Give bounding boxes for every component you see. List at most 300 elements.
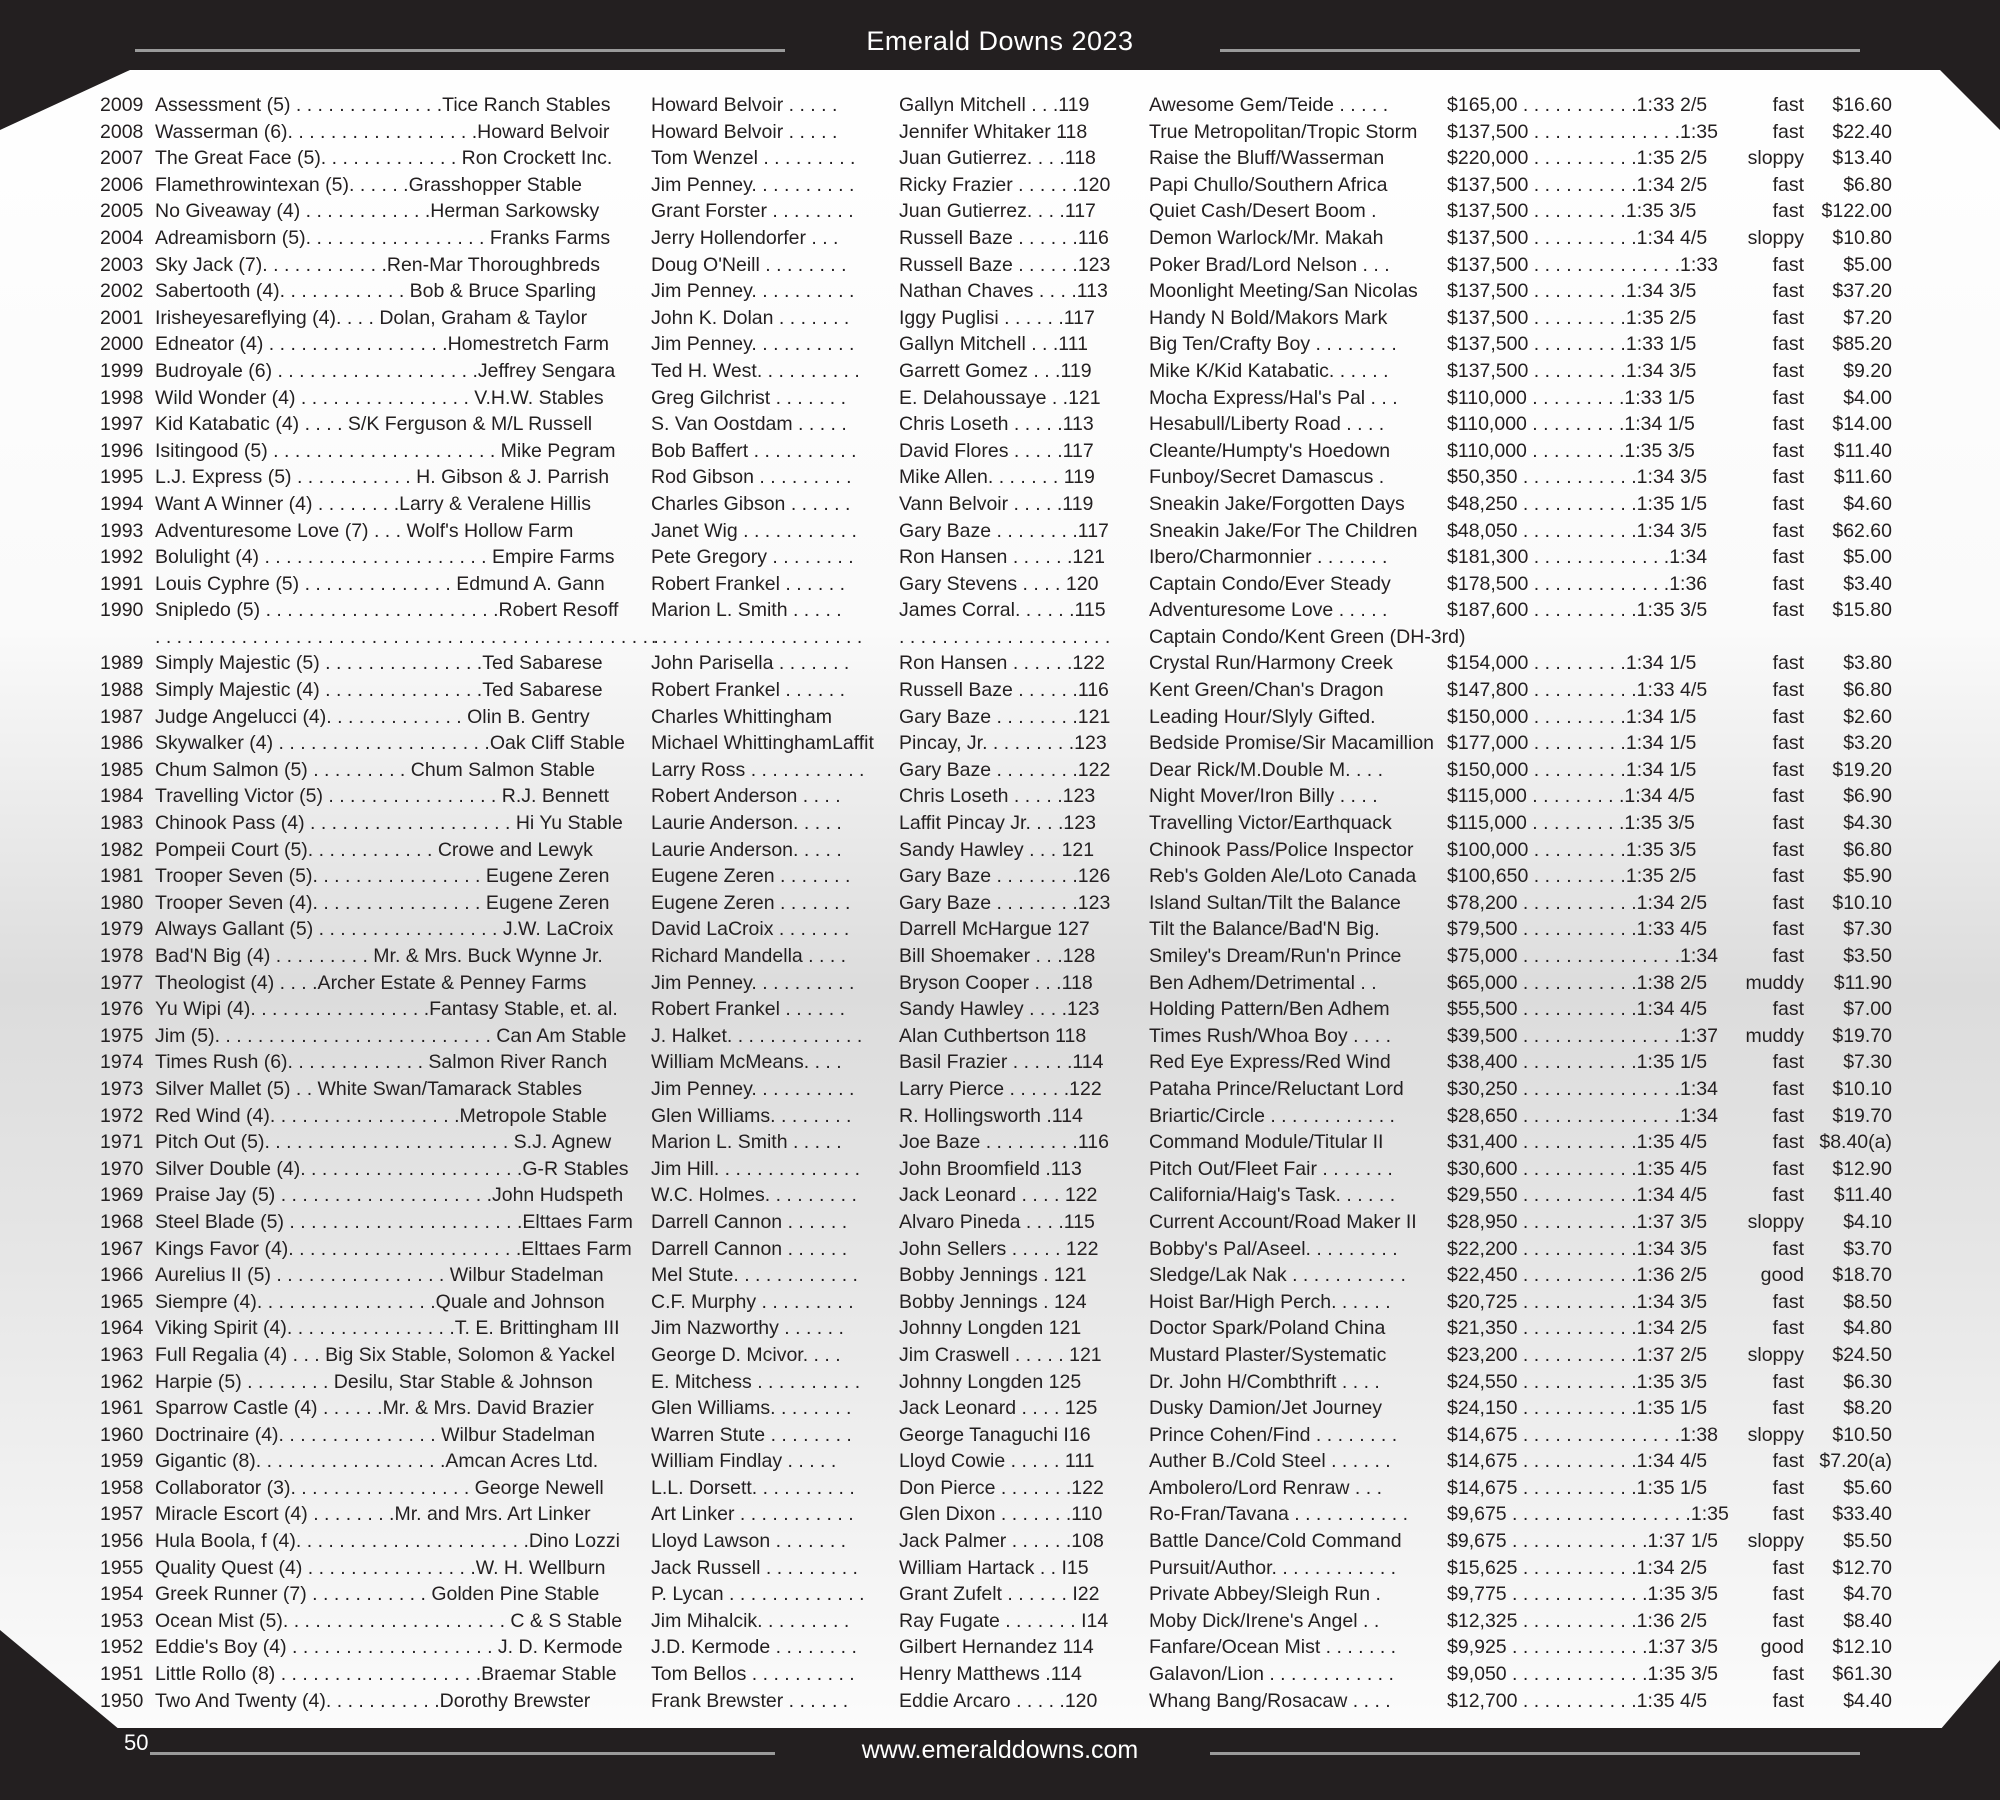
horse-owner-cell: Simply Majestic (4) . . . . . . . . . . . . . . .Ted Sabarese bbox=[155, 679, 603, 702]
jockey-weight-cell: Gary Baze . . . . . . . .117 bbox=[899, 519, 1109, 542]
purse-time-cell: $115,000 . . . . . . . . .1:35 3/5 bbox=[1447, 812, 1695, 835]
track-condition-cell: fast bbox=[1772, 918, 1804, 941]
payoff-cell: $15.80 bbox=[1832, 599, 1892, 622]
table-row bbox=[0, 1395, 2000, 1422]
trainer-cell: Jim Mihalcik. . . . . . . . . bbox=[651, 1609, 850, 1632]
year-cell: 1958 bbox=[100, 1476, 144, 1499]
payoff-cell: $8.20 bbox=[1843, 1397, 1892, 1420]
jockey-weight-cell: Johnny Longden 121 bbox=[899, 1317, 1082, 1340]
jockey-weight-cell: Larry Pierce . . . . . .122 bbox=[899, 1077, 1102, 1100]
purse-time-cell: $39,500 . . . . . . . . . . . . . . .1:37 bbox=[1447, 1024, 1718, 1047]
payoff-cell: $11.40 bbox=[1833, 439, 1892, 462]
track-condition-cell: fast bbox=[1772, 386, 1804, 409]
second-third-cell: Smiley's Dream/Run'n Prince bbox=[1149, 945, 1402, 967]
horse-owner-cell: . . . . . . . . . . . . . . . . . . . . . . . . . . . . . . . . . . . . . . . . . . . . . . . bbox=[155, 625, 659, 648]
table-row bbox=[0, 996, 2000, 1023]
trainer-cell: Charles Gibson . . . . . . bbox=[651, 492, 851, 515]
horse-owner-cell: Want A Winner (4) . . . . . . . .Larry & Veralene Hillis bbox=[155, 492, 592, 515]
trainer-cell: Jim Penney. . . . . . . . . . bbox=[651, 333, 855, 356]
purse-time-cell: $21,350 . . . . . . . . . . .1:34 2/5 bbox=[1447, 1317, 1708, 1340]
payoff-cell: $8.40 bbox=[1843, 1609, 1892, 1632]
track-condition-cell: fast bbox=[1772, 785, 1804, 808]
horse-owner-cell: Irisheyesareflying (4). . . . Dolan, Graham & Taylor bbox=[155, 306, 588, 329]
table-row bbox=[0, 890, 2000, 917]
jockey-weight-cell: Russell Baze . . . . . .116 bbox=[899, 679, 1109, 702]
payoff-cell: $7.30 bbox=[1843, 1051, 1892, 1074]
table-row bbox=[0, 518, 2000, 545]
year-cell: 1957 bbox=[100, 1503, 144, 1526]
table-row bbox=[0, 943, 2000, 970]
table-row bbox=[0, 1315, 2000, 1342]
horse-owner-cell: Adreamisborn (5). . . . . . . . . . . . . . . . . Franks Farms bbox=[155, 226, 611, 249]
table-row bbox=[0, 1023, 2000, 1050]
jockey-weight-cell: Alvaro Pineda . . . .115 bbox=[899, 1210, 1095, 1233]
horse-owner-cell: Simply Majestic (5) . . . . . . . . . . . . . . .Ted Sabarese bbox=[155, 652, 603, 675]
second-third-cell: Sneakin Jake/For The Children bbox=[1149, 519, 1418, 542]
table-row bbox=[0, 358, 2000, 385]
horse-owner-cell: Viking Spirit (4). . . . . . . . . . . . . . . .T. E. Brittingham III bbox=[155, 1317, 620, 1340]
horse-owner-cell: Full Regalia (4) . . . Big Six Stable, Solomon & Yackel bbox=[155, 1343, 615, 1366]
payoff-cell: $4.30 bbox=[1843, 812, 1892, 835]
year-cell: 1973 bbox=[100, 1077, 144, 1100]
purse-time-cell: $137,500 . . . . . . . . .1:35 2/5 bbox=[1447, 306, 1697, 329]
jockey-weight-cell: Chris Loseth . . . . .123 bbox=[899, 785, 1096, 808]
jockey-weight-cell: Chris Loseth . . . . .113 bbox=[899, 413, 1094, 436]
jockey-weight-cell: John Sellers . . . . . 122 bbox=[899, 1237, 1099, 1260]
payoff-cell: $6.30 bbox=[1843, 1370, 1892, 1393]
table-row bbox=[0, 1475, 2000, 1502]
purse-time-cell: $137,500 . . . . . . . . .1:35 3/5 bbox=[1447, 200, 1697, 223]
table-row bbox=[0, 650, 2000, 677]
horse-owner-cell: Sabertooth (4). . . . . . . . . . . . Bob & Bruce Sparling bbox=[155, 280, 597, 303]
trainer-cell: Rod Gibson . . . . . . . . . bbox=[651, 466, 852, 489]
payoff-cell: $19.70 bbox=[1832, 1024, 1892, 1047]
horse-owner-cell: Two And Twenty (4). . . . . . . . . . .Dorothy Brewster bbox=[155, 1689, 591, 1712]
track-condition-cell: fast bbox=[1772, 652, 1804, 675]
second-third-cell: Handy N Bold/Makors Mark bbox=[1149, 306, 1388, 329]
horse-owner-cell: Bad'N Big (4) . . . . . . . . . Mr. & Mrs. Buck Wynne Jr. bbox=[155, 945, 603, 967]
track-condition-cell: fast bbox=[1772, 1131, 1804, 1154]
purse-time-cell: $137,500 . . . . . . . . . . . . . .1:35 bbox=[1447, 120, 1718, 143]
payoff-cell: $7.30 bbox=[1843, 918, 1892, 941]
jockey-weight-cell: David Flores . . . . .117 bbox=[899, 439, 1094, 462]
year-cell: 1991 bbox=[100, 572, 144, 595]
trainer-cell: Darrell Cannon . . . . . . bbox=[651, 1237, 848, 1260]
trainer-cell: Howard Belvoir . . . . . bbox=[651, 94, 838, 116]
year-cell: 1999 bbox=[100, 359, 144, 382]
track-condition-cell: fast bbox=[1772, 173, 1804, 196]
year-cell: 2008 bbox=[100, 120, 144, 143]
payoff-cell: $8.50 bbox=[1843, 1290, 1892, 1313]
payoff-cell: $19.20 bbox=[1832, 758, 1892, 781]
trainer-cell: S. Van Oostdam . . . . . bbox=[651, 413, 847, 436]
purse-time-cell: $14,675 . . . . . . . . . . .1:34 4/5 bbox=[1447, 1450, 1708, 1473]
payoff-cell: $5.00 bbox=[1843, 546, 1892, 569]
track-condition-cell: sloppy bbox=[1747, 147, 1804, 170]
purse-time-cell: $65,000 . . . . . . . . . . .1:38 2/5 bbox=[1447, 971, 1708, 994]
track-condition-cell: fast bbox=[1772, 1663, 1804, 1686]
second-third-cell: Pitch Out/Fleet Fair . . . . . . . bbox=[1149, 1157, 1393, 1180]
second-third-cell: Holding Pattern/Ben Adhem bbox=[1149, 998, 1390, 1021]
trainer-cell: Frank Brewster . . . . . . bbox=[651, 1689, 849, 1712]
second-third-cell: Big Ten/Crafty Boy . . . . . . . . bbox=[1149, 333, 1397, 356]
payoff-cell: $7.00 bbox=[1843, 998, 1892, 1021]
year-cell: 1951 bbox=[100, 1663, 144, 1686]
payoff-cell: $61.30 bbox=[1832, 1663, 1892, 1686]
jockey-weight-cell: Gary Baze . . . . . . . .123 bbox=[899, 891, 1111, 914]
purse-time-cell: $28,950 . . . . . . . . . . .1:37 3/5 bbox=[1447, 1210, 1708, 1233]
second-third-cell: True Metropolitan/Tropic Storm bbox=[1149, 120, 1418, 143]
jockey-weight-cell: John Broomfield .113 bbox=[899, 1157, 1082, 1180]
jockey-weight-cell: Don Pierce . . . . . . .122 bbox=[899, 1476, 1104, 1499]
trainer-cell: Jim Penney. . . . . . . . . . bbox=[651, 280, 855, 303]
year-cell: 1955 bbox=[100, 1556, 144, 1579]
payoff-cell: $62.60 bbox=[1832, 519, 1892, 542]
jockey-weight-cell: Gallyn Mitchell . . .111 bbox=[899, 333, 1088, 356]
track-condition-cell: fast bbox=[1772, 1104, 1804, 1127]
purse-time-cell: $147,800 . . . . . . . . . .1:33 4/5 bbox=[1447, 679, 1708, 702]
purse-time-cell: $137,500 . . . . . . . . .1:34 3/5 bbox=[1447, 280, 1697, 303]
trainer-cell: Doug O'Neill . . . . . . . . bbox=[651, 253, 847, 276]
trainer-cell: C.F. Murphy . . . . . . . . . bbox=[651, 1290, 854, 1313]
track-condition-cell: fast bbox=[1772, 333, 1804, 356]
trainer-cell: Charles Whittingham bbox=[651, 705, 832, 728]
results-table bbox=[0, 92, 2000, 1714]
footer-url[interactable]: www.emeralddowns.com bbox=[861, 1736, 1139, 1764]
track-condition-cell: fast bbox=[1772, 891, 1804, 914]
payoff-cell: $5.90 bbox=[1843, 865, 1892, 888]
purse-time-cell: $100,000 . . . . . . . . .1:35 3/5 bbox=[1447, 838, 1697, 861]
second-third-cell: Ibero/Charmonnier . . . . . . . bbox=[1149, 546, 1388, 569]
year-cell: 1988 bbox=[100, 679, 144, 702]
horse-owner-cell: Collaborator (3). . . . . . . . . . . . . . . . . George Newell bbox=[155, 1476, 604, 1499]
second-third-cell: Prince Cohen/Find . . . . . . . . bbox=[1149, 1423, 1398, 1446]
year-cell: 2007 bbox=[100, 147, 144, 170]
year-cell: 1990 bbox=[100, 599, 144, 622]
year-cell: 1994 bbox=[100, 492, 144, 515]
purse-time-cell: $110,000 . . . . . . . . .1:34 1/5 bbox=[1447, 413, 1695, 436]
track-condition-cell: fast bbox=[1772, 359, 1804, 382]
purse-time-cell: $30,250 . . . . . . . . . . . . . . .1:34 bbox=[1447, 1077, 1718, 1100]
second-third-cell: Kent Green/Chan's Dragon bbox=[1149, 679, 1384, 702]
jockey-weight-cell: Iggy Puglisi . . . . . .117 bbox=[899, 306, 1095, 329]
trainer-cell: E. Mitchess . . . . . . . . . . bbox=[651, 1370, 861, 1393]
second-third-cell: Night Mover/Iron Billy . . . . bbox=[1149, 785, 1378, 808]
year-cell: 1961 bbox=[100, 1397, 144, 1420]
horse-owner-cell: Flamethrowintexan (5). . . . . .Grasshopper Stable bbox=[155, 173, 583, 196]
payoff-cell: $33.40 bbox=[1832, 1503, 1892, 1526]
table-row bbox=[0, 863, 2000, 890]
jockey-weight-cell: Gary Baze . . . . . . . .122 bbox=[899, 758, 1111, 781]
payoff-cell: $3.70 bbox=[1843, 1237, 1892, 1260]
horse-owner-cell: Gigantic (8). . . . . . . . . . . . . . . . . .Amcan Acres Ltd. bbox=[155, 1450, 599, 1473]
purse-time-cell: $181,300 . . . . . . . . . . . . .1:34 bbox=[1447, 546, 1708, 569]
payoff-cell: $11.60 bbox=[1833, 466, 1892, 489]
table-row bbox=[0, 544, 2000, 571]
purse-time-cell: $12,325 . . . . . . . . . . .1:36 2/5 bbox=[1447, 1609, 1708, 1632]
track-condition-cell: fast bbox=[1772, 1077, 1804, 1100]
year-cell: 1985 bbox=[100, 758, 144, 781]
payoff-cell: $11.90 bbox=[1833, 971, 1892, 994]
jockey-weight-cell: Darrell McHargue 127 bbox=[899, 918, 1090, 941]
jockey-weight-cell: Basil Frazier . . . . . .114 bbox=[899, 1051, 1104, 1074]
jockey-weight-cell: E. Delahoussaye . .121 bbox=[899, 386, 1101, 409]
year-cell: 1997 bbox=[100, 413, 144, 436]
horse-owner-cell: Snipledo (5) . . . . . . . . . . . . . . . . . . . . . .Robert Resoff bbox=[155, 599, 619, 622]
track-condition-cell: fast bbox=[1772, 94, 1804, 116]
horse-owner-cell: Little Rollo (8) . . . . . . . . . . . . . . . . . . .Braemar Stable bbox=[155, 1663, 617, 1686]
jockey-weight-cell: Garrett Gomez . . .119 bbox=[899, 359, 1092, 382]
year-cell: 1956 bbox=[100, 1530, 144, 1553]
table-row bbox=[0, 438, 2000, 465]
trainer-cell: George D. Mcivor. . . . bbox=[651, 1343, 841, 1366]
jockey-weight-cell: Gallyn Mitchell . . .119 bbox=[899, 94, 1090, 116]
jockey-weight-cell: Pincay, Jr. . . . . . . . .123 bbox=[899, 732, 1107, 755]
table-row bbox=[0, 1342, 2000, 1369]
horse-owner-cell: Sky Jack (7). . . . . . . . . . . .Ren-Mar Thoroughbreds bbox=[155, 253, 601, 276]
second-third-cell: Dusky Damion/Jet Journey bbox=[1149, 1397, 1383, 1420]
payoff-cell: $22.40 bbox=[1832, 120, 1892, 143]
track-condition-cell: fast bbox=[1772, 838, 1804, 861]
second-third-cell: Private Abbey/Sleigh Run . bbox=[1149, 1583, 1381, 1606]
trainer-cell: Janet Wig . . . . . . . . . . . bbox=[651, 519, 857, 542]
trainer-cell: Art Linker . . . . . . . . . . . bbox=[651, 1503, 854, 1526]
jockey-weight-cell: Alan Cuthbertson 118 bbox=[899, 1024, 1087, 1047]
track-condition-cell: fast bbox=[1772, 1157, 1804, 1180]
jockey-weight-cell: Joe Baze . . . . . . . . .116 bbox=[899, 1131, 1109, 1154]
payoff-cell: $10.10 bbox=[1832, 1077, 1892, 1100]
jockey-weight-cell: Bryson Cooper . . .118 bbox=[899, 971, 1093, 994]
year-cell: 2001 bbox=[100, 306, 144, 329]
jockey-weight-cell: Russell Baze . . . . . .116 bbox=[899, 226, 1109, 249]
year-cell: 1976 bbox=[100, 998, 144, 1021]
purse-time-cell: $22,450 . . . . . . . . . . .1:36 2/5 bbox=[1447, 1264, 1708, 1287]
track-condition-cell: fast bbox=[1772, 1476, 1804, 1499]
table-row bbox=[0, 704, 2000, 731]
purse-time-cell: $79,500 . . . . . . . . . . .1:33 4/5 bbox=[1447, 918, 1708, 941]
trainer-cell: W.C. Holmes. . . . . . . . . bbox=[651, 1184, 857, 1207]
table-row bbox=[0, 730, 2000, 757]
table-row bbox=[0, 92, 2000, 119]
jockey-weight-cell: Ron Hansen . . . . . .122 bbox=[899, 652, 1105, 675]
table-row bbox=[0, 1076, 2000, 1103]
purse-time-cell: $150,000 . . . . . . . . .1:34 1/5 bbox=[1447, 758, 1697, 781]
payoff-cell: $2.60 bbox=[1843, 705, 1892, 728]
jockey-weight-cell: James Corral. . . . . .115 bbox=[899, 599, 1106, 622]
second-third-cell: Mike K/Kid Katabatic. . . . . . bbox=[1149, 359, 1389, 382]
trainer-cell: Glen Williams. . . . . . . . bbox=[651, 1397, 852, 1420]
purse-time-cell: $100,650 . . . . . . . . .1:35 2/5 bbox=[1447, 865, 1697, 888]
table-row bbox=[0, 1209, 2000, 1236]
horse-owner-cell: Always Gallant (5) . . . . . . . . . . . . . . . . . J.W. LaCroix bbox=[155, 918, 614, 941]
table-row bbox=[0, 1528, 2000, 1555]
trainer-cell: Richard Mandella . . . . bbox=[651, 945, 847, 967]
footer-corner-left bbox=[0, 1630, 120, 1730]
year-cell: 2005 bbox=[100, 200, 144, 223]
track-condition-cell: fast bbox=[1772, 1397, 1804, 1420]
purse-time-cell: $55,500 . . . . . . . . . . .1:34 4/5 bbox=[1447, 998, 1708, 1021]
payoff-cell: $37.20 bbox=[1832, 280, 1892, 303]
track-condition-cell: fast bbox=[1772, 599, 1804, 622]
second-third-cell: Captain Condo/Kent Green (DH-3rd) bbox=[1149, 625, 1466, 648]
purse-time-cell: $48,050 . . . . . . . . . . .1:34 3/5 bbox=[1447, 519, 1708, 542]
table-row bbox=[0, 331, 2000, 358]
second-third-cell: Poker Brad/Lord Nelson . . . bbox=[1149, 253, 1390, 276]
year-cell: 1968 bbox=[100, 1210, 144, 1233]
purse-time-cell: $24,550 . . . . . . . . . . .1:35 3/5 bbox=[1447, 1370, 1708, 1393]
table-row bbox=[0, 252, 2000, 279]
horse-owner-cell: The Great Face (5). . . . . . . . . . . . . Ron Crockett Inc. bbox=[155, 147, 613, 170]
trainer-cell: William Findlay . . . . . bbox=[651, 1450, 837, 1473]
table-row bbox=[0, 1634, 2000, 1661]
year-cell: 2002 bbox=[100, 280, 144, 303]
table-row bbox=[0, 1581, 2000, 1608]
year-cell: 1953 bbox=[100, 1609, 144, 1632]
table-row bbox=[0, 1688, 2000, 1715]
second-third-cell: Cleante/Humpty's Hoedown bbox=[1149, 439, 1391, 462]
trainer-cell: Robert Frankel . . . . . . bbox=[651, 679, 845, 702]
year-cell: 1978 bbox=[100, 945, 144, 967]
jockey-weight-cell: Nathan Chaves . . . .113 bbox=[899, 280, 1108, 303]
horse-owner-cell: Times Rush (6). . . . . . . . . . . . . Salmon River Ranch bbox=[155, 1051, 608, 1074]
trainer-cell: Jerry Hollendorfer . . . bbox=[651, 226, 839, 249]
horse-owner-cell: Steel Blade (5) . . . . . . . . . . . . . . . . . . . . . .Elttaes Farm bbox=[155, 1210, 633, 1233]
trainer-cell: Tom Bellos . . . . . . . . . . bbox=[651, 1663, 855, 1686]
track-condition-cell: fast bbox=[1772, 120, 1804, 143]
payoff-cell: $4.70 bbox=[1843, 1583, 1892, 1606]
track-condition-cell: fast bbox=[1772, 519, 1804, 542]
payoff-cell: $7.20(a) bbox=[1819, 1450, 1892, 1473]
second-third-cell: Sneakin Jake/Forgotten Days bbox=[1149, 492, 1405, 515]
trainer-cell: David LaCroix . . . . . . . bbox=[651, 918, 850, 941]
year-cell: 1971 bbox=[100, 1131, 144, 1154]
payoff-cell: $11.40 bbox=[1833, 1184, 1892, 1207]
horse-owner-cell: Doctrinaire (4). . . . . . . . . . . . . . . Wilbur Stadelman bbox=[155, 1423, 595, 1446]
payoff-cell: $5.60 bbox=[1843, 1476, 1892, 1499]
jockey-weight-cell: Johnny Longden 125 bbox=[899, 1370, 1082, 1393]
jockey-weight-cell: Ray Fugate . . . . . . . I14 bbox=[899, 1609, 1109, 1632]
trainer-cell: Marion L. Smith . . . . . bbox=[651, 599, 842, 622]
year-cell: 1969 bbox=[100, 1184, 144, 1207]
jockey-weight-cell: R. Hollingsworth .114 bbox=[899, 1104, 1083, 1127]
jockey-weight-cell: Jack Leonard . . . . 125 bbox=[899, 1397, 1098, 1420]
year-cell: 1954 bbox=[100, 1583, 144, 1606]
jockey-weight-cell: . . . . . . . . . . . . . . . . . . . . bbox=[899, 625, 1111, 648]
payoff-cell: $9.20 bbox=[1843, 359, 1892, 382]
horse-owner-cell: Sparrow Castle (4) . . . . . .Mr. & Mrs. David Brazier bbox=[155, 1397, 594, 1420]
track-condition-cell: fast bbox=[1772, 1450, 1804, 1473]
track-condition-cell: fast bbox=[1772, 306, 1804, 329]
second-third-cell: Moonlight Meeting/San Nicolas bbox=[1149, 280, 1418, 303]
payoff-cell: $19.70 bbox=[1832, 1104, 1892, 1127]
trainer-cell: Jack Russell . . . . . . . . . bbox=[651, 1556, 858, 1579]
payoff-cell: $6.90 bbox=[1843, 785, 1892, 808]
trainer-cell: William McMeans. . . . bbox=[651, 1051, 842, 1074]
trainer-cell: Howard Belvoir . . . . . bbox=[651, 120, 838, 143]
payoff-cell: $18.70 bbox=[1832, 1264, 1892, 1287]
second-third-cell: California/Haig's Task. . . . . . bbox=[1149, 1184, 1396, 1207]
payoff-cell: $4.00 bbox=[1843, 386, 1892, 409]
second-third-cell: Times Rush/Whoa Boy . . . . bbox=[1149, 1024, 1392, 1047]
second-third-cell: Hesabull/Liberty Road . . . . bbox=[1149, 413, 1385, 436]
track-condition-cell: fast bbox=[1772, 865, 1804, 888]
second-third-cell: Battle Dance/Cold Command bbox=[1149, 1530, 1402, 1553]
table-row bbox=[0, 464, 2000, 491]
jockey-weight-cell: Eddie Arcaro . . . . .120 bbox=[899, 1689, 1098, 1712]
purse-time-cell: $9,775 . . . . . . . . . . . . .1:35 3/5 bbox=[1447, 1583, 1718, 1606]
jockey-weight-cell: Ricky Frazier . . . . . .120 bbox=[899, 173, 1111, 196]
horse-owner-cell: Greek Runner (7) . . . . . . . . . . . Golden Pine Stable bbox=[155, 1583, 600, 1606]
payoff-cell: $3.20 bbox=[1843, 732, 1892, 755]
horse-owner-cell: Kid Katabatic (4) . . . . S/K Ferguson & M/L Russell bbox=[155, 413, 593, 436]
trainer-cell: Marion L. Smith . . . . . bbox=[651, 1131, 842, 1154]
table-row bbox=[0, 757, 2000, 784]
purse-time-cell: $75,000 . . . . . . . . . . . . . . .1:34 bbox=[1447, 945, 1718, 967]
second-third-cell: Adventuresome Love . . . . . bbox=[1149, 599, 1388, 622]
second-third-cell: Dear Rick/M.Double M. . . . bbox=[1149, 758, 1384, 781]
track-condition-cell: fast bbox=[1772, 1556, 1804, 1579]
payoff-cell: $6.80 bbox=[1843, 838, 1892, 861]
second-third-cell: Pursuit/Author. . . . . . . . . . . . bbox=[1149, 1556, 1397, 1579]
second-third-cell: Travelling Victor/Earthquack bbox=[1149, 812, 1392, 835]
jockey-weight-cell: Henry Matthews .114 bbox=[899, 1663, 1082, 1686]
table-row bbox=[0, 1555, 2000, 1582]
purse-time-cell: $137,500 . . . . . . . . .1:34 3/5 bbox=[1447, 359, 1697, 382]
year-cell: 1980 bbox=[100, 891, 144, 914]
horse-owner-cell: Quality Quest (4) . . . . . . . . . . . . . . . .W. H. Wellburn bbox=[155, 1556, 606, 1579]
table-row bbox=[0, 1422, 2000, 1449]
horse-owner-cell: Edneator (4) . . . . . . . . . . . . . . . . .Homestretch Farm bbox=[155, 333, 610, 356]
jockey-weight-cell: Lloyd Cowie . . . . . 111 bbox=[899, 1450, 1095, 1473]
payoff-cell: $24.50 bbox=[1832, 1343, 1892, 1366]
payoff-cell: $10.50 bbox=[1832, 1423, 1892, 1446]
payoff-cell: $13.40 bbox=[1832, 147, 1892, 170]
jockey-weight-cell: Sandy Hawley . . . 121 bbox=[899, 838, 1095, 861]
second-third-cell: Fanfare/Ocean Mist . . . . . . . bbox=[1149, 1636, 1397, 1659]
payoff-cell: $14.00 bbox=[1832, 413, 1892, 436]
second-third-cell: Papi Chullo/Southern Africa bbox=[1149, 173, 1388, 196]
horse-owner-cell: Praise Jay (5) . . . . . . . . . . . . . . . . . . . .John Hudspeth bbox=[155, 1184, 624, 1207]
second-third-cell: Island Sultan/Tilt the Balance bbox=[1149, 891, 1401, 914]
year-cell: 2003 bbox=[100, 253, 144, 276]
jockey-weight-cell: Jack Leonard . . . . 122 bbox=[899, 1184, 1098, 1207]
horse-owner-cell: Silver Mallet (5) . . White Swan/Tamarack Stables bbox=[155, 1077, 582, 1100]
track-condition-cell: fast bbox=[1772, 1237, 1804, 1260]
track-condition-cell: fast bbox=[1772, 705, 1804, 728]
year-cell: 1986 bbox=[100, 732, 144, 755]
table-row bbox=[0, 1448, 2000, 1475]
purse-time-cell: $150,000 . . . . . . . . .1:34 1/5 bbox=[1447, 705, 1697, 728]
table-row bbox=[0, 1661, 2000, 1688]
jockey-weight-cell: Bobby Jennings . 124 bbox=[899, 1290, 1087, 1313]
purse-time-cell: $50,350 . . . . . . . . . . .1:34 3/5 bbox=[1447, 466, 1708, 489]
second-third-cell: Funboy/Secret Damascus . bbox=[1149, 466, 1385, 489]
second-third-cell: Moby Dick/Irene's Angel . . bbox=[1149, 1609, 1380, 1632]
track-condition-cell: fast bbox=[1772, 466, 1804, 489]
year-cell: 1966 bbox=[100, 1264, 144, 1287]
trainer-cell: John Parisella . . . . . . . bbox=[651, 652, 850, 675]
table-row bbox=[0, 1156, 2000, 1183]
horse-owner-cell: Theologist (4) . . . .Archer Estate & Penney Farms bbox=[155, 971, 587, 994]
second-third-cell: Tilt the Balance/Bad'N Big. bbox=[1149, 918, 1380, 941]
second-third-cell: Dr. John H/Combthrift . . . . bbox=[1149, 1370, 1380, 1393]
year-cell: 1952 bbox=[100, 1636, 144, 1659]
payoff-cell: $8.40(a) bbox=[1819, 1131, 1892, 1154]
jockey-weight-cell: Sandy Hawley . . . .123 bbox=[899, 998, 1100, 1021]
horse-owner-cell: Judge Angelucci (4). . . . . . . . . . . . . Olin B. Gentry bbox=[155, 705, 590, 728]
horse-owner-cell: Chum Salmon (5) . . . . . . . . . Chum Salmon Stable bbox=[155, 758, 595, 781]
table-row bbox=[0, 970, 2000, 997]
